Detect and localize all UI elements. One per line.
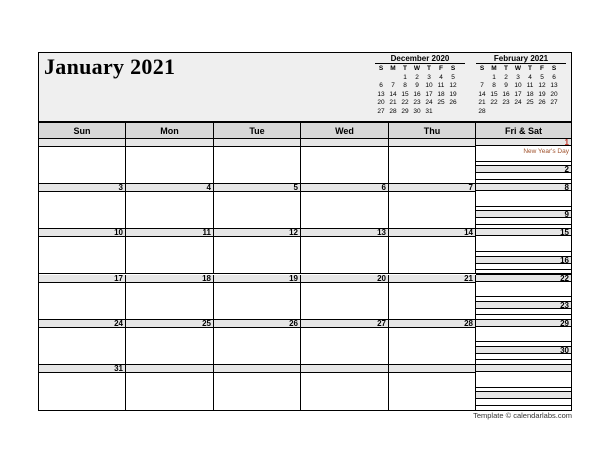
mini-day: 23 xyxy=(502,99,510,106)
mini-day xyxy=(500,108,512,117)
mini-day: 23 xyxy=(413,99,421,106)
mini-day: 16 xyxy=(502,90,510,98)
mini-day xyxy=(536,108,548,117)
mini-day: 6 xyxy=(379,82,383,89)
friday-date-number: 1 xyxy=(564,138,569,147)
mini-day: 10 xyxy=(425,82,433,89)
date-number: 27 xyxy=(377,318,386,328)
day-cell[interactable] xyxy=(389,320,476,365)
mini-day: 27 xyxy=(377,107,385,115)
mini-day: 22 xyxy=(401,99,409,106)
mini-day: 5 xyxy=(451,73,455,81)
mini-day: 24 xyxy=(425,99,433,106)
friday-date-number: 22 xyxy=(560,273,569,283)
mini-day: 20 xyxy=(550,90,558,98)
holiday-label: New Year's Day xyxy=(523,148,569,155)
date-bar xyxy=(39,275,125,283)
day-cell[interactable] xyxy=(126,139,214,184)
saturday-date-number: 23 xyxy=(560,300,569,310)
saturday-date-bar xyxy=(476,301,571,309)
date-bar xyxy=(389,229,475,237)
mini-day: 8 xyxy=(403,82,407,89)
mini-day: 30 xyxy=(413,107,421,115)
day-cell[interactable] xyxy=(214,365,301,410)
mini-day xyxy=(387,74,399,83)
date-number: 7 xyxy=(468,183,473,193)
date-bar xyxy=(214,320,300,328)
saturday-date-bar xyxy=(476,346,571,354)
mini-day: 15 xyxy=(490,90,498,98)
day-cell[interactable] xyxy=(389,184,476,229)
mini-day: 17 xyxy=(425,90,433,98)
day-cell[interactable] xyxy=(39,275,126,320)
friday-date-number: 15 xyxy=(560,228,569,238)
date-bar xyxy=(126,365,213,373)
mini-day: 3 xyxy=(427,73,431,81)
date-number: 12 xyxy=(289,228,298,238)
date-number: 19 xyxy=(289,273,298,283)
mini-day: 26 xyxy=(538,99,546,106)
date-bar xyxy=(39,184,125,192)
date-number: 20 xyxy=(377,273,386,283)
date-number: 21 xyxy=(464,273,473,283)
mini-day: 21 xyxy=(478,99,486,106)
day-header-mon: Mon xyxy=(126,123,214,139)
mini-day: 19 xyxy=(538,90,546,98)
mini-day: 10 xyxy=(514,82,522,89)
day-cell[interactable] xyxy=(301,275,389,320)
mini-day: 19 xyxy=(449,90,457,98)
mini-day: 26 xyxy=(449,99,457,106)
date-bar xyxy=(39,229,125,237)
mini-day: 2 xyxy=(415,73,419,81)
mini-day-header: F xyxy=(540,65,544,72)
day-cell[interactable] xyxy=(39,320,126,365)
calendar-grid xyxy=(38,122,572,411)
mini-day xyxy=(488,108,500,117)
date-bar xyxy=(214,229,300,237)
mini-day: 15 xyxy=(401,90,409,98)
mini-day: 28 xyxy=(478,107,486,115)
day-cell[interactable] xyxy=(214,184,301,229)
date-bar xyxy=(389,139,475,147)
date-number: 26 xyxy=(289,318,298,328)
day-cell[interactable] xyxy=(39,139,126,184)
date-number: 11 xyxy=(202,228,211,238)
mini-day: 21 xyxy=(389,99,397,106)
day-cell[interactable] xyxy=(39,184,126,229)
date-bar xyxy=(39,320,125,328)
mini-day: 6 xyxy=(552,73,556,81)
saturday-date-bar xyxy=(476,210,571,218)
day-cell[interactable] xyxy=(301,365,389,410)
mini-day: 11 xyxy=(437,82,445,89)
day-header-wed: Wed xyxy=(301,123,389,139)
note-line xyxy=(476,251,571,252)
mini-day xyxy=(476,74,488,83)
day-cell[interactable] xyxy=(214,139,301,184)
day-cell[interactable] xyxy=(389,275,476,320)
date-number: 17 xyxy=(114,273,123,283)
day-cell[interactable] xyxy=(301,184,389,229)
day-header-tue: Tue xyxy=(214,123,301,139)
date-bar xyxy=(214,365,300,373)
mini-day-header: W xyxy=(514,65,522,72)
mini-day-header: M xyxy=(491,65,497,72)
mini-calendar-december xyxy=(375,54,465,116)
mini-day: 1 xyxy=(492,73,496,81)
date-bar xyxy=(39,139,125,147)
day-cell[interactable] xyxy=(301,139,389,184)
day-header-sun: Sun xyxy=(39,123,126,139)
mini-day: 20 xyxy=(377,99,385,106)
note-line xyxy=(476,269,571,270)
friday-date-bar xyxy=(476,274,571,282)
mini-day xyxy=(435,108,447,117)
mini-day-header: M xyxy=(390,65,396,72)
mini-day: 2 xyxy=(504,73,508,81)
note-line xyxy=(476,206,571,207)
day-cell[interactable] xyxy=(389,139,476,184)
note-line xyxy=(476,359,571,360)
mini-day: 9 xyxy=(504,82,508,89)
day-cell[interactable] xyxy=(301,229,389,274)
date-number: 14 xyxy=(464,228,473,238)
mini-day: 16 xyxy=(413,90,421,98)
mini-day: 24 xyxy=(514,99,522,106)
mini-day-header: S xyxy=(450,65,456,72)
date-bar xyxy=(389,320,475,328)
mini-day: 18 xyxy=(526,90,534,98)
date-number: 6 xyxy=(381,183,386,193)
day-cell[interactable] xyxy=(39,229,126,274)
saturday-date-bar xyxy=(476,391,571,399)
mini-calendar-title: December 2020 xyxy=(375,54,465,64)
note-line xyxy=(476,405,571,406)
day-cell[interactable] xyxy=(214,320,301,365)
date-number: 13 xyxy=(377,228,386,238)
friday-date-bar xyxy=(476,183,571,191)
mini-day-header: T xyxy=(528,65,532,72)
date-bar xyxy=(214,139,300,147)
note-line xyxy=(476,341,571,342)
saturday-date-number: 2 xyxy=(564,165,569,175)
mini-day: 13 xyxy=(550,82,558,89)
mini-day-header: T xyxy=(427,65,431,72)
day-cell[interactable] xyxy=(126,275,214,320)
fri-sat-cell[interactable] xyxy=(476,229,571,274)
mini-day xyxy=(548,108,560,117)
date-number: 31 xyxy=(114,363,123,373)
mini-day: 25 xyxy=(437,99,445,106)
fri-sat-cell[interactable] xyxy=(476,320,571,365)
day-cell[interactable] xyxy=(126,229,214,274)
friday-date-number: 8 xyxy=(564,183,569,193)
mini-day-header: S xyxy=(551,65,557,72)
day-cell[interactable] xyxy=(389,229,476,274)
date-bar xyxy=(39,365,125,373)
fri-sat-cell[interactable] xyxy=(476,365,571,410)
date-bar xyxy=(126,320,213,328)
mini-day: 14 xyxy=(389,90,397,98)
day-cell[interactable] xyxy=(126,184,214,229)
saturday-date-number: 9 xyxy=(564,210,569,220)
mini-day: 7 xyxy=(391,82,395,89)
mini-calendar-days xyxy=(375,65,465,116)
day-cell[interactable] xyxy=(126,320,214,365)
mini-day: 9 xyxy=(415,82,419,89)
date-number: 24 xyxy=(114,318,123,328)
day-cell[interactable] xyxy=(214,229,301,274)
date-number: 18 xyxy=(202,273,211,283)
saturday-date-number: 30 xyxy=(560,345,569,355)
mini-day: 18 xyxy=(437,90,445,98)
saturday-date-bar xyxy=(476,165,571,173)
mini-day xyxy=(375,74,387,83)
date-bar xyxy=(126,184,213,192)
mini-day-header: F xyxy=(439,65,443,72)
mini-day: 12 xyxy=(449,82,457,89)
note-line xyxy=(476,224,571,225)
date-bar xyxy=(214,184,300,192)
mini-day: 4 xyxy=(528,73,532,81)
template-credit: Template © calendarlabs.com xyxy=(473,411,572,420)
note-line xyxy=(476,387,571,388)
note-line xyxy=(476,314,571,315)
day-header-fri-sat: Fri & Sat xyxy=(476,123,571,139)
fri-sat-cell[interactable] xyxy=(476,275,571,320)
friday-date-bar xyxy=(476,364,571,372)
day-header-thu: Thu xyxy=(389,123,476,139)
mini-day: 3 xyxy=(516,73,520,81)
friday-date-bar xyxy=(476,228,571,236)
date-bar xyxy=(301,320,388,328)
page-title: January 2021 xyxy=(44,54,176,79)
note-line xyxy=(476,161,571,162)
saturday-date-number: 16 xyxy=(560,255,569,265)
date-number: 25 xyxy=(202,318,211,328)
mini-calendar-february xyxy=(476,54,566,116)
mini-day: 28 xyxy=(389,107,397,115)
mini-day: 22 xyxy=(490,99,498,106)
day-cell[interactable] xyxy=(39,365,126,410)
mini-day-header: S xyxy=(479,65,485,72)
mini-day: 17 xyxy=(514,90,522,98)
mini-day: 25 xyxy=(526,99,534,106)
date-bar xyxy=(389,275,475,283)
date-number: 4 xyxy=(206,183,211,193)
date-bar xyxy=(126,275,213,283)
date-bar xyxy=(301,139,388,147)
date-number: 3 xyxy=(118,183,123,193)
day-cell[interactable] xyxy=(389,365,476,410)
date-bar xyxy=(301,275,388,283)
note-line xyxy=(476,179,571,180)
mini-day: 7 xyxy=(480,82,484,89)
mini-day: 5 xyxy=(540,73,544,81)
date-number: 5 xyxy=(293,183,298,193)
mini-day: 11 xyxy=(526,82,534,89)
mini-day xyxy=(447,108,459,117)
mini-day: 13 xyxy=(377,90,385,98)
date-bar xyxy=(214,275,300,283)
mini-day: 8 xyxy=(492,82,496,89)
day-cell[interactable] xyxy=(214,275,301,320)
date-number: 28 xyxy=(464,318,473,328)
mini-day xyxy=(524,108,536,117)
mini-calendar-title: February 2021 xyxy=(476,54,566,64)
day-cell[interactable] xyxy=(126,365,214,410)
fri-sat-cell[interactable] xyxy=(476,184,571,229)
mini-day-header: T xyxy=(504,65,508,72)
mini-day: 29 xyxy=(401,107,409,115)
friday-date-number: 29 xyxy=(560,318,569,328)
mini-day: 4 xyxy=(439,73,443,81)
mini-day: 1 xyxy=(403,73,407,81)
date-bar xyxy=(301,365,388,373)
date-bar xyxy=(389,365,475,373)
mini-day: 14 xyxy=(478,90,486,98)
mini-day: 12 xyxy=(538,82,546,89)
date-bar xyxy=(301,184,388,192)
saturday-date-bar xyxy=(476,256,571,264)
fri-sat-cell[interactable] xyxy=(476,139,571,184)
mini-day-header: S xyxy=(378,65,384,72)
date-bar xyxy=(389,184,475,192)
date-bar xyxy=(301,229,388,237)
date-bar xyxy=(126,229,213,237)
friday-date-bar xyxy=(476,319,571,327)
friday-date-bar xyxy=(476,138,571,146)
mini-day-header: T xyxy=(403,65,407,72)
note-line xyxy=(476,296,571,297)
mini-calendar-days xyxy=(476,65,566,116)
mini-day: 31 xyxy=(425,107,433,115)
month-header xyxy=(38,52,572,122)
mini-day: 27 xyxy=(550,99,558,106)
day-cell[interactable] xyxy=(301,320,389,365)
mini-day xyxy=(512,108,524,117)
date-number: 10 xyxy=(114,228,123,238)
date-bar xyxy=(126,139,213,147)
mini-day-header: W xyxy=(413,65,421,72)
